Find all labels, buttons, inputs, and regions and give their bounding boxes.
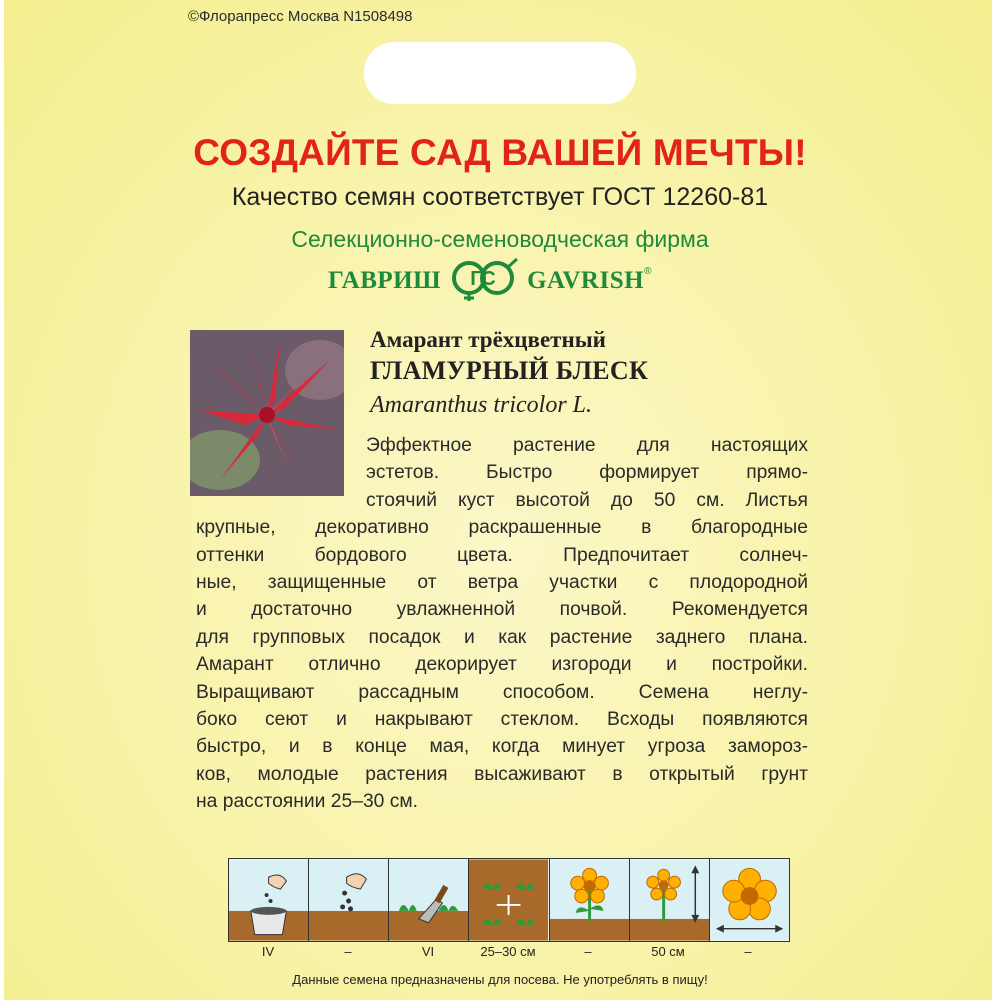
product-variety: ГЛАМУРНЫЙ БЛЕСК bbox=[370, 356, 649, 385]
plant-height-icon bbox=[630, 859, 710, 941]
brand-logo bbox=[328, 258, 651, 304]
description-line: и достаточно увлажненной почвой. Рекомендуется bbox=[196, 599, 808, 621]
transplant-trowel-icon bbox=[389, 859, 469, 941]
product-latin-name: Amaranthus tricolor L. bbox=[370, 392, 593, 418]
growing-steps-labels bbox=[228, 944, 788, 959]
description-line: боко сеют и накрывают стеклом. Всходы появляются bbox=[196, 709, 808, 731]
flower-width-icon bbox=[710, 859, 789, 941]
brand-name-en: GAVRISH bbox=[527, 267, 645, 294]
product-description bbox=[196, 432, 808, 816]
growing-steps-strip bbox=[228, 858, 790, 942]
description-line: эстетов. Быстро формирует прямо- bbox=[366, 462, 808, 484]
brand-logo-text: ГС bbox=[470, 267, 496, 290]
gavrish-emblem-icon bbox=[445, 256, 523, 307]
flowering-plant-icon bbox=[550, 859, 630, 941]
product-name: Амарант трёхцветный bbox=[370, 327, 606, 352]
description-line: для групповых посадок и как растение заднего плана. bbox=[196, 626, 808, 648]
slogan: СОЗДАЙТЕ САД ВАШЕЙ МЕЧТЫ! bbox=[193, 132, 807, 173]
hang-hole bbox=[364, 42, 636, 104]
description-line: крупные, декоративно раскрашенные в благородные bbox=[196, 517, 808, 539]
step-label: – bbox=[584, 944, 592, 959]
firm-description: Селекционно-семеноводческая фирма bbox=[291, 226, 709, 252]
brand-name-ru: ГАВРИШ bbox=[328, 267, 442, 294]
description-line: стоячий куст высотой до 50 см. Листья bbox=[366, 489, 808, 511]
quality-standard: Качество семян соответствует ГОСТ 12260-81 bbox=[231, 183, 769, 211]
description-line: ков, молодые растения высаживают в открытый грунт bbox=[196, 763, 808, 785]
step-label: VI bbox=[421, 944, 435, 959]
seed-pot-icon bbox=[229, 859, 309, 941]
description-line: Эффектное растение для настоящих bbox=[366, 435, 808, 456]
description-line: Выращивают рассадным способом. Семена неглу- bbox=[196, 681, 808, 703]
registered-mark: ® bbox=[644, 266, 652, 277]
step-label: – bbox=[344, 944, 352, 959]
description-line: на расстоянии 25–30 см. bbox=[196, 791, 419, 813]
description-line: ные, защищенные от ветра участки с плодородной bbox=[196, 572, 808, 594]
description-line: оттенки бордового цвета. Предпочитает солнеч- bbox=[196, 544, 808, 566]
description-line: Амарант отлично декорирует изгороди и постройки. bbox=[196, 654, 808, 676]
disclaimer: Данные семена предназначены для посева. Не употреблять в пищу! bbox=[292, 972, 708, 987]
step-label: 25–30 см bbox=[480, 944, 536, 959]
step-label: 50 см bbox=[651, 944, 685, 959]
spacing-seedlings-icon bbox=[469, 859, 549, 941]
description-line: быстро, и в конце мая, когда минует угроза замороз- bbox=[196, 736, 808, 758]
step-label: IV bbox=[261, 944, 275, 959]
step-label: – bbox=[744, 944, 752, 959]
sowing-seeds-icon bbox=[309, 859, 389, 941]
publisher-code: ©Флорапресс Москва N1508498 bbox=[188, 8, 413, 25]
